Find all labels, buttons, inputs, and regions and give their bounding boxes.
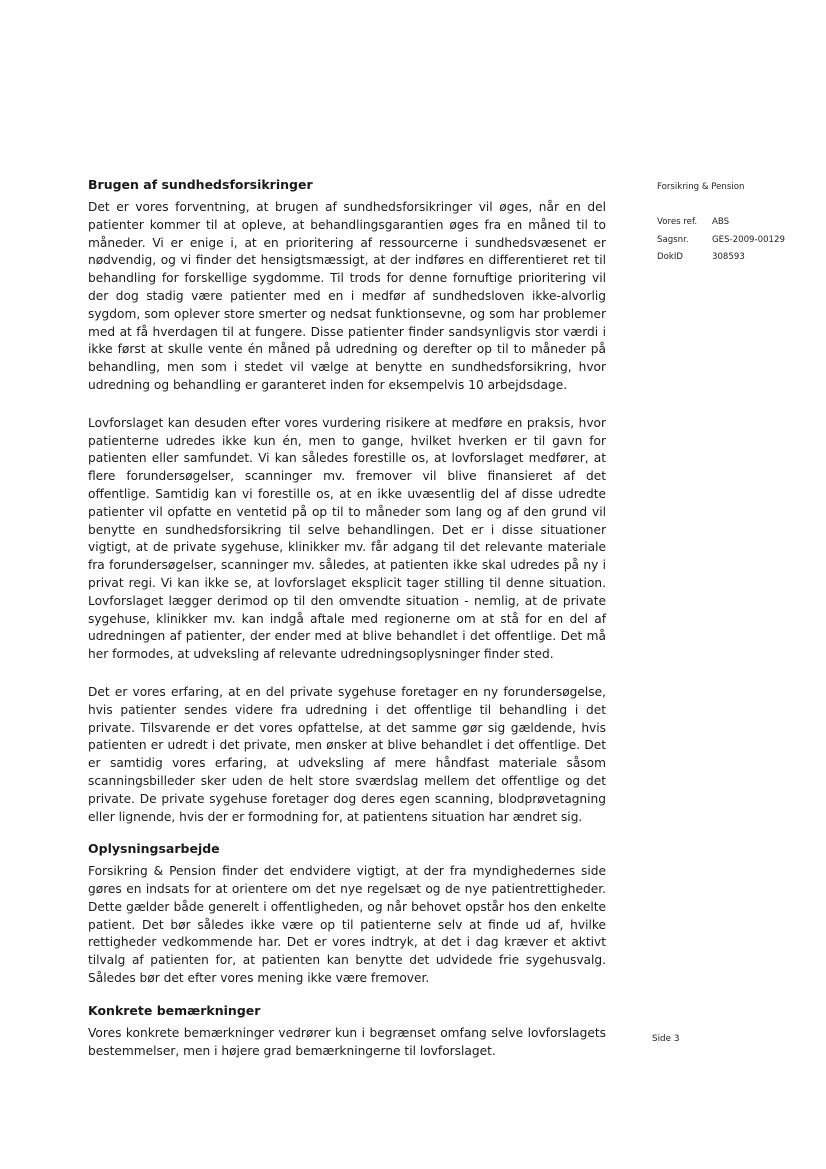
paragraph: Vores konkrete bemærkninger vedrører kun i begrænset omfang selve lovforslagets bestemmelser, men i højere grad bemærkningerne til lovforslaget. [88,1025,606,1058]
sidebar-meta [657,214,807,267]
page-number: Side 3 [652,1034,680,1044]
paragraph: Forsikring & Pension finder det endvidere vigtigt, at der fra myndighedernes side gøres en indsats for at orientere om det nye regelsæt og de nye patientrettigheder. Dette gælder både generelt i offentligheden, og når behovet opstår hos den enkelte patient. Det bør således ikke være op til patienterne selv at finde ud af, hvilke rettigheder vedkommende har. Det er vores indtryk, at det i dag kræver et aktivt tilvalg af patienten for, at patienten kan benytte det udvidede frie sygehusvalg. Således bør det efter vores mening ikke være fremover. [88,864,606,986]
meta-row-sagsnr [657,232,807,250]
meta-row-ref [657,214,807,232]
meta-label: Sagsnr. [657,234,689,245]
paragraph: Lovforslaget kan desuden efter vores vurdering risikere at medføre en praksis, hvor patienterne udredes ikke kun én, men to gange, hvilket hverken er til gavn for patienten eller samfundet. Vi kan således forestille os, at lovforslaget medfører, at flere forundersøgelser, scanninger mv. fremover vil blive finansieret af det offentlige. Samtidig kan vi forestille os, at en ikke uvæsentlig del af disse udredte patienter vil opfatte en ventetid på op til to måneder som lang og af den grund vil benytte en sundhedsforsikring til selve behandlingen. Det er i disse situationer vigtigt, at de private sygehuse, klinikker mv. får adgang til det relevante materiale fra forundersøgelser, scanninger mv. således, at patienten ikke skal udredes på ny i privat regi. Vi kan ikke se, at lovforslaget eksplicit tager stilling til denne situation. Lovforslaget lægger derimod op til den omvendte situation - nemlig, at de private sygehuse, klinikker mv. kan indgå aftale med regionerne om at stå for en del af udredningen af patienter, der ender med at blive behandlet i det offentlige. Det må her formodes, at udveksling af relevante udredningsoplysninger finder sted. [88,415,606,662]
section-title-oplysningsarbejde: Oplysningsarbejde [88,841,220,857]
main-column [88,176,606,1060]
meta-value: 308593 [712,252,745,262]
meta-label: DokID [657,252,684,262]
meta-value: GES-2009-00129 [712,234,785,245]
section-title-konkrete-bemaerkninger: Konkrete bemærkninger [88,1002,261,1018]
meta-value: ABS [712,217,730,227]
section-title-sundhedsforsikringer: Brugen af sundhedsforsikringer [88,177,313,192]
sidebar-organization: Forsikring & Pension [657,182,745,192]
paragraph: Det er vores erfaring, at en del private sygehuse foretager en ny forundersøgelse, hvis patienter sendes videre fra udredning i det offentlige til behandling i det private. Tilsvarende er det vores opfattelse, at det samme gør sig gældende, hvis patienten er udredt i det private, men ønsker at blive behandlet i det offentlige. Det er samtidig vores erfaring, at udveksling af mere håndfast materiale såsom scanningsbilleder sker uden de helt store sværdslag mellem det offentlige og det private. De private sygehuse foretager dog deres egen scanning, blodprøvetagning eller lignende, hvis der er formodning for, at patientens situation har ændret sig. [88,684,606,824]
paragraph: Det er vores forventning, at brugen af sundhedsforsikringer vil øges, når en del patienter kommer til at opleve, at behandlingsgarantien øges fra en måned til to måneder. Vi er enige i, at en prioritering af ressourcerne i sundhedsvæsenet er nødvendig, og vi finder det hensigtsmæssigt, at der indføres en differentieret ret til behandling for forskellige sygdomme. Til trods for denne fornuftige prioritering vil der dog stadig være patienter med en i medfør af sundhedsloven ikke-alvorlig sygdom, som oplever store smerter og nedsat funktionsevne, og som har problemer med at få hverdagen til at fungere. Disse patienter finder sandsynligvis stor værdi i ikke først at skulle vente én måned på udredning og derefter op til to måneder på behandling, men som i stedet vil vælge at benytte en sundhedsforsikring, hvor udredning og behandling er garanteret inden for eksempelvis 10 arbejdsdage. [88,200,606,392]
meta-label: Vores ref. [657,217,698,227]
meta-row-dokid [657,249,807,267]
